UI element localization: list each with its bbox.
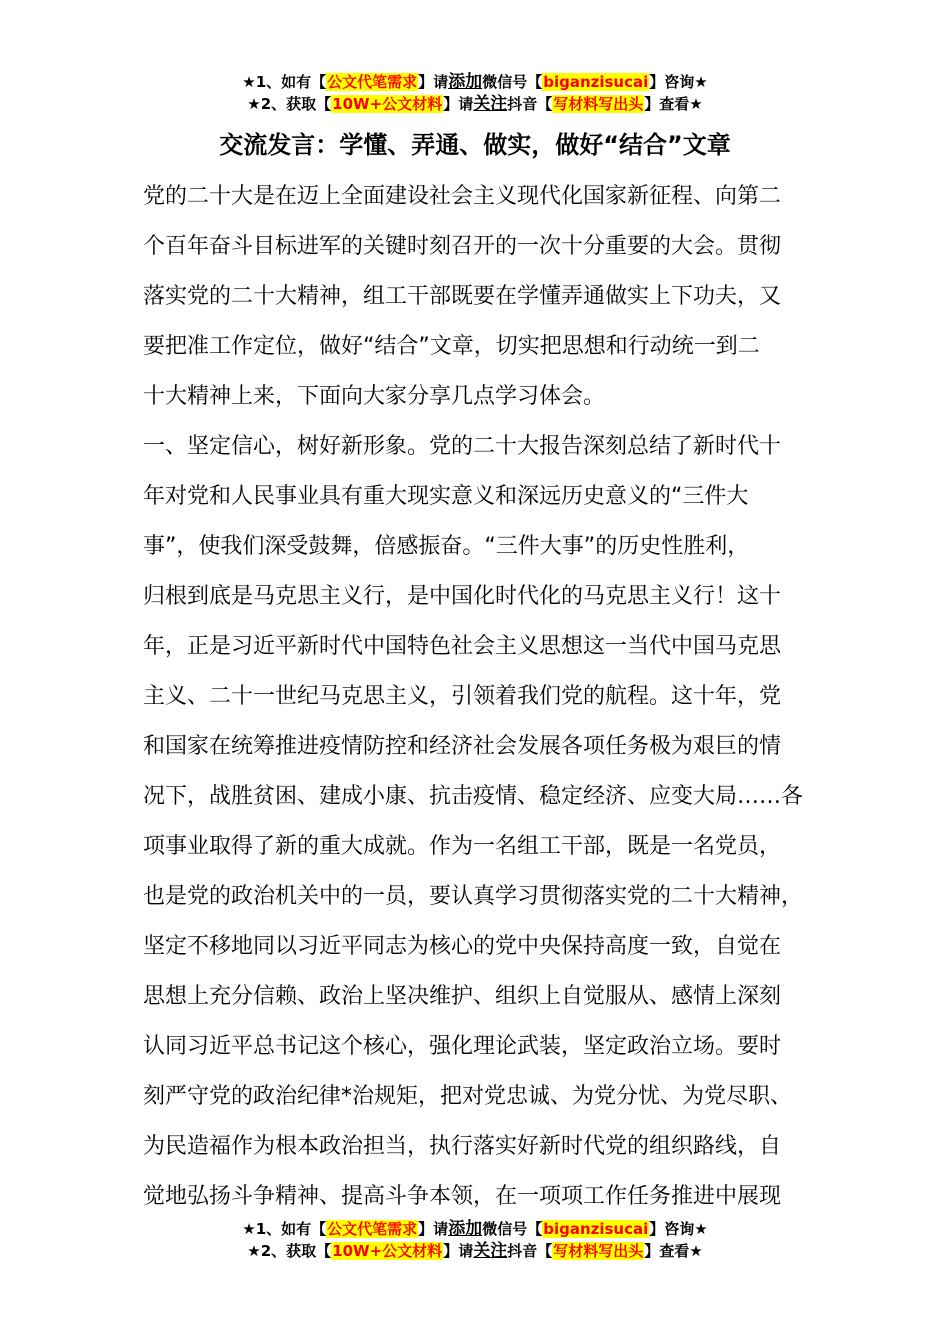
footer-banner bbox=[0, 1218, 950, 1262]
body-text-line: 事”，使我们深受鼓舞，倍感振奋。“三件大事”的历史性胜利， bbox=[143, 534, 750, 559]
body-text-line: 况下，战胜贫困、建成小康、抗击疫情、稳定经济、应变大局……各 bbox=[143, 784, 804, 809]
banner-line-1: ★1、如有【公文代笔需求】请添加微信号【biganzisucai】咨询★ bbox=[242, 1219, 708, 1239]
body-text-line: 也是党的政治机关中的一员，要认真学习贯彻落实党的二十大精神， bbox=[143, 884, 804, 909]
body-text-line: 主义、二十一世纪马克思主义，引领着我们党的航程。这十年，党 bbox=[143, 684, 782, 709]
document-body bbox=[143, 172, 833, 1222]
body-text-line: 十大精神上来，下面向大家分享几点学习体会。 bbox=[143, 384, 606, 409]
highlight-writing-service: 公文代笔需求 bbox=[327, 1220, 418, 1238]
body-text-line: 思想上充分信赖、政治上坚决维护、组织上自觉服从、感情上深刻 bbox=[143, 984, 782, 1009]
highlight-douyin-account: 写材料写出头 bbox=[553, 95, 644, 113]
body-text-line: 个百年奋斗目标进军的关键时刻召开的一次十分重要的大会。贯彻 bbox=[143, 234, 782, 259]
body-text-line: 年，正是习近平新时代中国特色社会主义思想这一当代中国马克思 bbox=[143, 634, 782, 659]
emphasis-follow: 关注 bbox=[473, 94, 508, 114]
body-text-line: 落实党的二十大精神，组工干部既要在学懂弄通做实上下功夫，又 bbox=[143, 284, 782, 309]
document-title: 交流发言：学懂、弄通、做实，做好“结合”文章 bbox=[219, 131, 731, 159]
body-text-line: 为民造福作为根本政治担当，执行落实好新时代党的组织路线，自 bbox=[143, 1134, 782, 1159]
body-text-line: 党的二十大是在迈上全面建设社会主义现代化国家新征程、向第二 bbox=[143, 184, 782, 209]
body-text-line: 觉地弘扬斗争精神、提高斗争本领，在一项项工作任务推进中展现 bbox=[143, 1184, 782, 1209]
highlight-materials: 10W+公文材料 bbox=[332, 1242, 443, 1260]
banner-line-1: ★1、如有【公文代笔需求】请添加微信号【biganzisucai】咨询★ bbox=[242, 72, 708, 92]
body-text-line: 年对党和人民事业具有重大现实意义和深远历史意义的“三件大 bbox=[143, 484, 749, 509]
header-banner bbox=[0, 71, 950, 115]
body-text-line: 一、坚定信心，树好新形象。党的二十大报告深刻总结了新时代十 bbox=[143, 434, 782, 459]
banner-line-2: ★2、获取【10W+公文材料】请关注抖音【写材料写出头】查看★ bbox=[247, 94, 703, 114]
highlight-writing-service: 公文代笔需求 bbox=[327, 73, 418, 91]
body-text-line: 认同习近平总书记这个核心，强化理论武装，坚定政治立场。要时 bbox=[143, 1034, 782, 1059]
body-text-line: 归根到底是马克思主义行，是中国化时代化的马克思主义行！这十 bbox=[143, 584, 782, 609]
body-text-line: 要把准工作定位，做好“结合”文章，切实把思想和行动统一到二 bbox=[143, 334, 760, 359]
highlight-wechat-id: biganzisucai bbox=[543, 73, 649, 91]
highlight-materials: 10W+公文材料 bbox=[332, 95, 443, 113]
emphasis-add: 添加 bbox=[448, 1219, 483, 1239]
emphasis-follow: 关注 bbox=[473, 1241, 508, 1261]
body-text-line: 项事业取得了新的重大成就。作为一名组工干部，既是一名党员， bbox=[143, 834, 782, 859]
emphasis-add: 添加 bbox=[448, 72, 483, 92]
body-text-line: 刻严守党的政治纪律*治规矩，把对党忠诚、为党分忧、为党尽职、 bbox=[143, 1084, 793, 1109]
highlight-wechat-id: biganzisucai bbox=[543, 1220, 649, 1238]
highlight-douyin-account: 写材料写出头 bbox=[553, 1242, 644, 1260]
banner-line-2: ★2、获取【10W+公文材料】请关注抖音【写材料写出头】查看★ bbox=[247, 1241, 703, 1261]
body-text-line: 和国家在统筹推进疫情防控和经济社会发展各项任务极为艰巨的情 bbox=[143, 734, 782, 759]
body-text-line: 坚定不移地同以习近平同志为核心的党中央保持高度一致，自觉在 bbox=[143, 934, 782, 959]
